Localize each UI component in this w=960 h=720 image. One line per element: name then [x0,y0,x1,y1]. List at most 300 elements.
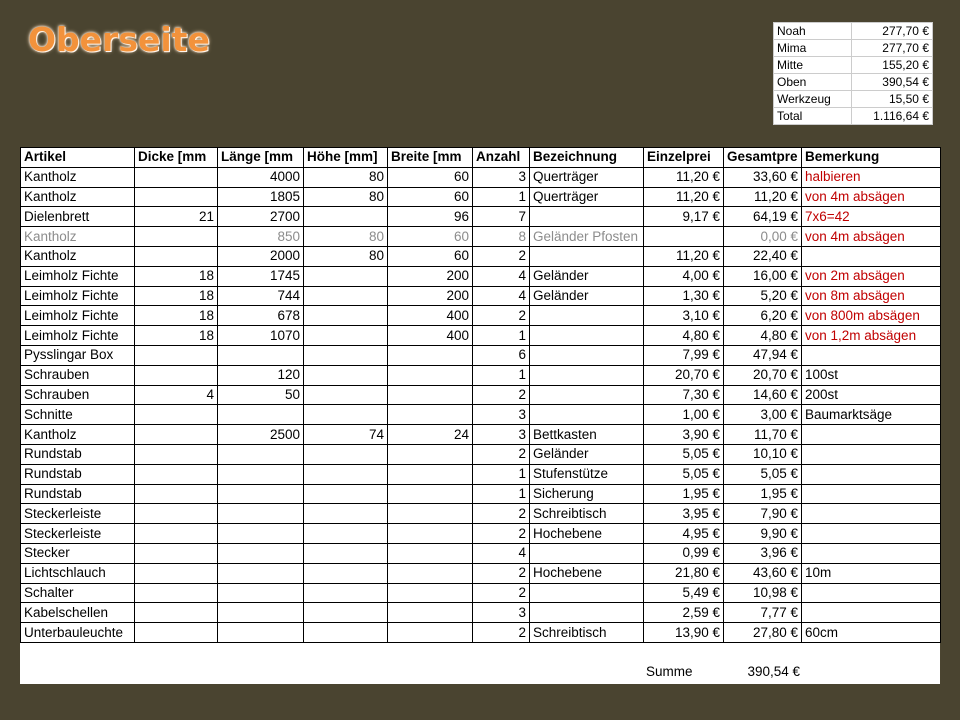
table-cell[interactable]: 1,95 € [724,484,802,504]
table-cell[interactable] [388,345,473,365]
table-cell[interactable]: 7,99 € [644,345,724,365]
table-cell[interactable] [218,623,304,643]
table-cell[interactable] [304,603,388,623]
table-cell[interactable]: 120 [218,365,304,385]
table-cell[interactable]: Schalter [21,583,135,603]
table-cell[interactable]: 2 [473,504,530,524]
table-cell[interactable] [218,583,304,603]
spreadsheet [20,147,940,684]
table-cell[interactable] [304,484,388,504]
table-cell[interactable]: 1805 [218,187,304,207]
table-cell[interactable]: 43,60 € [724,563,802,583]
table-cell[interactable] [802,464,941,484]
table-cell[interactable]: 3,00 € [724,405,802,425]
table-row [21,306,941,326]
table-cell[interactable] [135,623,218,643]
table-cell[interactable]: Kantholz [21,425,135,445]
table-cell[interactable] [218,464,304,484]
table-cell[interactable]: 1745 [218,266,304,286]
table-cell[interactable]: 4 [473,266,530,286]
table-cell[interactable]: 1 [473,187,530,207]
table-cell[interactable]: 18 [135,306,218,326]
table-cell[interactable] [135,227,218,247]
table-cell[interactable] [802,524,941,544]
table-cell[interactable] [530,583,644,603]
table-cell[interactable]: Kantholz [21,246,135,266]
summary-label[interactable]: Noah [774,23,852,40]
page-title: Oberseite [28,20,210,59]
table-cell[interactable]: 200 [388,266,473,286]
table-cell[interactable]: 4,80 € [724,326,802,346]
table-cell[interactable] [135,563,218,583]
table-cell[interactable]: 4 [473,286,530,306]
table-cell[interactable] [388,623,473,643]
table-cell[interactable] [530,385,644,405]
table-cell[interactable]: 5,05 € [724,464,802,484]
table-cell[interactable]: Baumarktsäge [802,405,941,425]
table-cell[interactable]: Hochebene [530,524,644,544]
table-cell[interactable] [135,345,218,365]
table-cell[interactable]: Kantholz [21,227,135,247]
total-value: 390,54 € [747,664,800,679]
table-cell[interactable] [218,563,304,583]
table-cell[interactable] [802,345,941,365]
table-row [21,187,941,207]
table-cell[interactable]: 96 [388,207,473,227]
table-cell[interactable] [530,306,644,326]
table-cell[interactable]: Geländer [530,444,644,464]
table-cell[interactable]: Unterbauleuchte [21,623,135,643]
table-cell[interactable]: 18 [135,286,218,306]
table-cell[interactable]: 2 [473,246,530,266]
table-cell[interactable] [388,464,473,484]
table-cell[interactable]: Querträger [530,187,644,207]
column-header[interactable]: Einzelprei [644,148,724,168]
table-cell[interactable] [802,484,941,504]
table-cell[interactable]: 13,90 € [644,623,724,643]
column-header[interactable]: Anzahl [473,148,530,168]
table-cell[interactable]: 7,90 € [724,504,802,524]
table-cell[interactable]: 7,77 € [724,603,802,623]
table-cell[interactable]: 60 [388,227,473,247]
table-cell[interactable] [530,246,644,266]
table-cell[interactable]: 21 [135,207,218,227]
table-cell[interactable]: 18 [135,266,218,286]
total-label: Summe [646,664,693,679]
table-cell[interactable]: 0,99 € [644,543,724,563]
table-cell[interactable]: 2 [473,563,530,583]
table-cell[interactable]: Schreibtisch [530,623,644,643]
table-cell[interactable]: 2 [473,385,530,405]
table-cell[interactable]: Sicherung [530,484,644,504]
table-cell[interactable]: 7,30 € [644,385,724,405]
table-cell[interactable] [388,444,473,464]
table-cell[interactable]: Kabelschellen [21,603,135,623]
table-cell[interactable]: 11,20 € [644,167,724,187]
table-cell[interactable]: Leimholz Fichte [21,266,135,286]
table-cell[interactable] [530,345,644,365]
table-row [21,167,941,187]
table-cell[interactable] [802,603,941,623]
table-cell[interactable] [218,603,304,623]
table-cell[interactable]: 400 [388,306,473,326]
table-cell[interactable]: 2 [473,583,530,603]
table-cell[interactable]: 2500 [218,425,304,445]
table-cell[interactable]: 2,59 € [644,603,724,623]
summary-row [774,57,933,74]
table-cell[interactable]: 2000 [218,246,304,266]
table-cell[interactable]: 5,05 € [644,444,724,464]
table-cell[interactable]: 3 [473,425,530,445]
table-cell[interactable] [218,405,304,425]
table-cell[interactable]: von 1,2m absägen [802,326,941,346]
table-cell[interactable] [530,207,644,227]
table-cell[interactable]: 3,90 € [644,425,724,445]
table-cell[interactable]: 24 [388,425,473,445]
summary-value[interactable]: 390,54 € [852,74,933,91]
table-cell[interactable]: 2700 [218,207,304,227]
table-cell[interactable]: 80 [304,167,388,187]
table-cell[interactable] [218,524,304,544]
table-cell[interactable]: 80 [304,246,388,266]
table-cell[interactable]: halbieren [802,167,941,187]
table-cell[interactable]: 100st [802,365,941,385]
summary-value[interactable]: 155,20 € [852,57,933,74]
table-cell[interactable]: Geländer [530,266,644,286]
table-row [21,365,941,385]
table-cell[interactable] [135,464,218,484]
table-cell[interactable] [135,484,218,504]
table-cell[interactable]: Leimholz Fichte [21,326,135,346]
table-cell[interactable]: Hochebene [530,563,644,583]
table-cell[interactable]: 2 [473,524,530,544]
table-row [21,385,941,405]
table-cell[interactable]: 2 [473,623,530,643]
table-cell[interactable]: 4 [473,543,530,563]
table-cell[interactable] [530,405,644,425]
table-cell[interactable]: 27,80 € [724,623,802,643]
table-cell[interactable]: Pysslingar Box [21,345,135,365]
table-cell[interactable]: 3,95 € [644,504,724,524]
table-cell[interactable]: Schrauben [21,385,135,405]
table-cell[interactable]: 4 [135,385,218,405]
table-row [21,464,941,484]
table-cell[interactable]: von 800m absägen [802,306,941,326]
table-cell[interactable]: 3 [473,603,530,623]
table-cell[interactable]: 1 [473,464,530,484]
table-cell[interactable]: Stufenstütze [530,464,644,484]
table-cell[interactable]: 4,80 € [644,326,724,346]
table-cell[interactable]: Leimholz Fichte [21,306,135,326]
table-cell[interactable]: 80 [304,227,388,247]
table-cell[interactable] [388,405,473,425]
table-cell[interactable]: 1,00 € [644,405,724,425]
table-cell[interactable]: 400 [388,326,473,346]
table-row [21,603,941,623]
table-cell[interactable] [304,444,388,464]
table-cell[interactable] [530,326,644,346]
table-cell[interactable]: 2 [473,444,530,464]
table-cell[interactable]: Schrauben [21,365,135,385]
table-cell[interactable]: 22,40 € [724,246,802,266]
table-row [21,524,941,544]
column-header[interactable]: Höhe [mm] [304,148,388,168]
table-cell[interactable]: 11,20 € [724,187,802,207]
table-cell[interactable] [218,444,304,464]
table-cell[interactable] [304,623,388,643]
table-cell[interactable]: 10,10 € [724,444,802,464]
table-cell[interactable]: 0,00 € [724,227,802,247]
table-cell[interactable]: 11,20 € [644,187,724,207]
table-cell[interactable]: 60cm [802,623,941,643]
table-cell[interactable] [135,504,218,524]
summary-label[interactable]: Oben [774,74,852,91]
table-cell[interactable]: 1 [473,365,530,385]
table-cell[interactable] [135,425,218,445]
table-cell[interactable]: 60 [388,187,473,207]
table-cell[interactable]: 850 [218,227,304,247]
summary-row [774,40,933,57]
table-cell[interactable]: 21,80 € [644,563,724,583]
table-cell[interactable] [388,365,473,385]
table-cell[interactable] [304,583,388,603]
table-cell[interactable]: 3 [473,405,530,425]
table-cell[interactable] [304,207,388,227]
table-cell[interactable]: Schreibtisch [530,504,644,524]
table-cell[interactable] [388,484,473,504]
column-header[interactable]: Artikel [21,148,135,168]
table-cell[interactable] [135,524,218,544]
table-cell[interactable]: 678 [218,306,304,326]
table-cell[interactable]: 3 [473,167,530,187]
table-cell[interactable] [304,464,388,484]
table-cell[interactable]: Steckerleiste [21,524,135,544]
table-cell[interactable] [802,543,941,563]
table-cell[interactable] [388,543,473,563]
table-cell[interactable] [304,365,388,385]
table-cell[interactable]: 11,70 € [724,425,802,445]
table-cell[interactable] [304,543,388,563]
table-cell[interactable]: 47,94 € [724,345,802,365]
column-header[interactable]: Gesamtpre [724,148,802,168]
table-cell[interactable]: 8 [473,227,530,247]
table-cell[interactable] [304,306,388,326]
table-row [21,444,941,464]
table-cell[interactable]: 1 [473,326,530,346]
table-cell[interactable] [218,484,304,504]
table-cell[interactable] [135,603,218,623]
table-cell[interactable]: Stecker [21,543,135,563]
table-cell[interactable]: 9,17 € [644,207,724,227]
table-cell[interactable] [304,385,388,405]
table-cell[interactable]: Geländer [530,286,644,306]
table-row [21,266,941,286]
summary-row [774,91,933,108]
summary-value[interactable]: 277,70 € [852,40,933,57]
table-cell[interactable] [644,227,724,247]
table-cell[interactable]: 60 [388,167,473,187]
table-cell[interactable] [304,405,388,425]
table-cell[interactable]: 7 [473,207,530,227]
table-cell[interactable]: 1070 [218,326,304,346]
table-cell[interactable] [218,543,304,563]
table-row [21,345,941,365]
table-cell[interactable] [304,345,388,365]
table-cell[interactable] [802,246,941,266]
table-cell[interactable] [135,365,218,385]
table-row [21,207,941,227]
column-header[interactable]: Dicke [mm [135,148,218,168]
table-cell[interactable]: 5,49 € [644,583,724,603]
table-cell[interactable]: Kantholz [21,167,135,187]
table-row [21,623,941,643]
table-cell[interactable]: Rundstab [21,484,135,504]
table-cell[interactable] [304,563,388,583]
summary-row [774,23,933,40]
summary-label[interactable]: Mitte [774,57,852,74]
total-row [20,661,940,681]
table-cell[interactable]: Steckerleiste [21,504,135,524]
table-cell[interactable]: 4000 [218,167,304,187]
table-row [21,405,941,425]
table-cell[interactable]: 74 [304,425,388,445]
table-row [21,227,941,247]
summary-label[interactable]: Werkzeug [774,91,852,108]
table-cell[interactable]: Schnitte [21,405,135,425]
summary-label[interactable]: Mima [774,40,852,57]
table-cell[interactable]: Geländer Pfosten [530,227,644,247]
table-cell[interactable]: 50 [218,385,304,405]
table-cell[interactable] [530,543,644,563]
table-cell[interactable]: 1,95 € [644,484,724,504]
table-cell[interactable]: 4,95 € [644,524,724,544]
table-cell[interactable]: 16,00 € [724,266,802,286]
table-cell[interactable] [135,167,218,187]
table-cell[interactable]: 200 [388,286,473,306]
table-cell[interactable]: Lichtschlauch [21,563,135,583]
table-cell[interactable]: von 2m absägen [802,266,941,286]
summary-row [774,108,933,125]
table-cell[interactable]: 5,05 € [644,464,724,484]
table-cell[interactable] [388,603,473,623]
table-cell[interactable] [802,425,941,445]
table-cell[interactable]: Leimholz Fichte [21,286,135,306]
table-row [21,504,941,524]
summary-value[interactable]: 1.116,64 € [852,108,933,125]
table-cell[interactable]: 6 [473,345,530,365]
table-cell[interactable]: von 4m absägen [802,227,941,247]
table-cell[interactable] [304,504,388,524]
table-cell[interactable]: 9,90 € [724,524,802,544]
table-cell[interactable] [304,326,388,346]
table-cell[interactable] [530,603,644,623]
table-cell[interactable]: Bettkasten [530,425,644,445]
table-cell[interactable]: 5,20 € [724,286,802,306]
table-row [21,583,941,603]
table-cell[interactable]: 14,60 € [724,385,802,405]
summary-row [774,74,933,91]
table-cell[interactable] [135,543,218,563]
table-cell[interactable]: 200st [802,385,941,405]
table-cell[interactable]: Querträger [530,167,644,187]
table-cell[interactable] [135,583,218,603]
table-row [21,484,941,504]
table-row [21,286,941,306]
table-cell[interactable]: 3,96 € [724,543,802,563]
summary-label[interactable]: Total [774,108,852,125]
table-cell[interactable]: Rundstab [21,444,135,464]
table-cell[interactable] [218,504,304,524]
table-cell[interactable]: 20,70 € [644,365,724,385]
column-header[interactable]: Bemerkung [802,148,941,168]
table-cell[interactable]: Rundstab [21,464,135,484]
table-cell[interactable]: 7x6=42 [802,207,941,227]
summary-value[interactable]: 15,50 € [852,91,933,108]
table-cell[interactable]: 20,70 € [724,365,802,385]
summary-value[interactable]: 277,70 € [852,23,933,40]
table-cell[interactable]: von 4m absägen [802,187,941,207]
table-cell[interactable] [802,504,941,524]
table-cell[interactable]: 2 [473,306,530,326]
table-cell[interactable]: 3,10 € [644,306,724,326]
table-cell[interactable] [304,286,388,306]
table-row [21,563,941,583]
table-cell[interactable] [802,444,941,464]
table-cell[interactable] [802,583,941,603]
parts-table [20,147,941,643]
table-cell[interactable]: 744 [218,286,304,306]
table-cell[interactable] [304,266,388,286]
table-cell[interactable] [388,504,473,524]
table-cell[interactable] [135,246,218,266]
table-row [21,326,941,346]
table-cell[interactable] [530,365,644,385]
table-cell[interactable] [388,583,473,603]
table-cell[interactable]: 80 [304,187,388,207]
table-cell[interactable]: Dielenbrett [21,207,135,227]
column-header[interactable]: Länge [mm [218,148,304,168]
table-cell[interactable]: 18 [135,326,218,346]
table-cell[interactable] [304,524,388,544]
table-cell[interactable]: 33,60 € [724,167,802,187]
header-row [21,148,941,168]
column-header[interactable]: Breite [mm [388,148,473,168]
table-cell[interactable]: 11,20 € [644,246,724,266]
table-cell[interactable]: 64,19 € [724,207,802,227]
table-cell[interactable]: 60 [388,246,473,266]
table-cell[interactable]: 1,30 € [644,286,724,306]
table-cell[interactable]: 4,00 € [644,266,724,286]
table-cell[interactable] [135,444,218,464]
table-cell[interactable]: 6,20 € [724,306,802,326]
table-cell[interactable] [388,385,473,405]
table-cell[interactable] [135,405,218,425]
table-cell[interactable]: 10m [802,563,941,583]
table-cell[interactable] [388,563,473,583]
table-cell[interactable]: 10,98 € [724,583,802,603]
column-header[interactable]: Bezeichnung [530,148,644,168]
table-row [21,425,941,445]
table-cell[interactable]: 1 [473,484,530,504]
table-cell[interactable]: von 8m absägen [802,286,941,306]
table-row [21,246,941,266]
table-row [21,543,941,563]
summary-table [773,22,933,125]
table-cell[interactable] [135,187,218,207]
table-cell[interactable]: Kantholz [21,187,135,207]
table-cell[interactable] [388,524,473,544]
table-cell[interactable] [218,345,304,365]
